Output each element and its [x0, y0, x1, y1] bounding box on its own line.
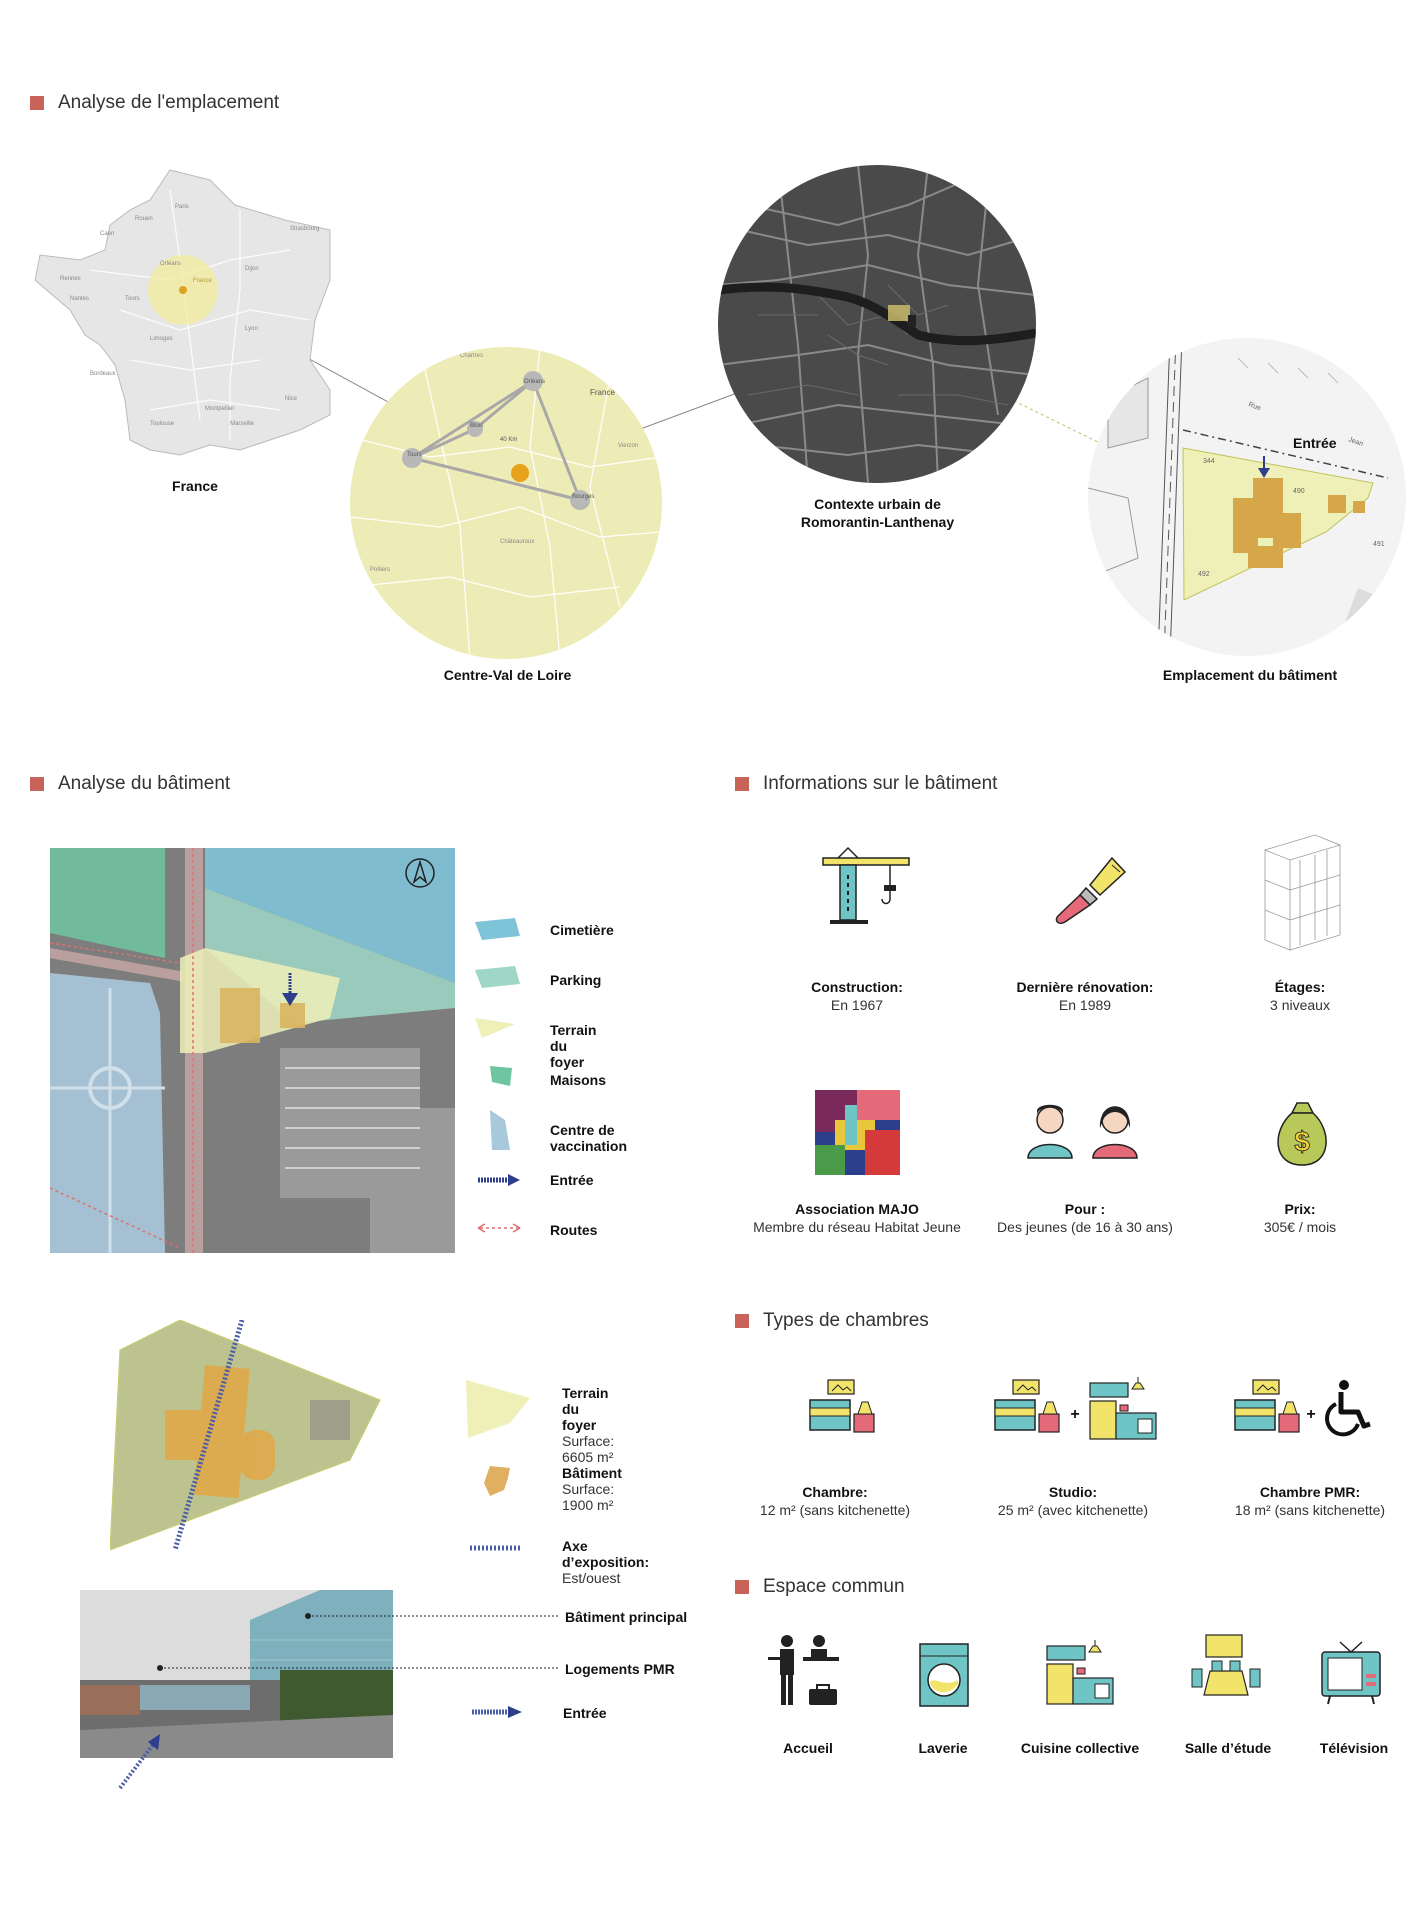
bed-icon [808, 1378, 878, 1438]
section-title-text: Espace commun [763, 1576, 905, 1597]
svg-text:Lyon: Lyon [245, 326, 258, 332]
info-item [970, 978, 1200, 1014]
section-title-informations [735, 773, 997, 795]
info-item [1185, 978, 1415, 1014]
legend-item [550, 1222, 597, 1238]
svg-text:344: 344 [1203, 458, 1215, 465]
legend-item [550, 1022, 596, 1070]
section-bullet [735, 1314, 749, 1328]
svg-text:40 Km: 40 Km [500, 437, 518, 443]
label-urban: Contexte urbain de Romorantin-Lanthenay [800, 496, 955, 530]
info-item [742, 978, 972, 1014]
young-people-icon [1020, 1100, 1145, 1160]
label-france: France [172, 478, 218, 494]
svg-text:Montpellier: Montpellier [205, 406, 235, 412]
section-title-text: Analyse du bâtiment [58, 773, 231, 794]
svg-text:Toulouse: Toulouse [150, 421, 175, 427]
info-item-value: 305€ / mois [1263, 1219, 1337, 1235]
svg-text:Vierzon: Vierzon [618, 443, 639, 449]
svg-text:France: France [193, 278, 212, 284]
wheelchair-icon [1322, 1378, 1377, 1438]
section-title-text: Informations sur le bâtiment [763, 773, 998, 794]
legend-value: Est/ouest [562, 1570, 621, 1586]
legend-item [550, 1072, 606, 1088]
legend-label: Parking [550, 972, 602, 988]
legend-label: Entrée [550, 1172, 594, 1188]
svg-text:Tours: Tours [407, 452, 422, 458]
legend-item [562, 1465, 622, 1513]
common-space-label: Cuisine collective [1020, 1740, 1140, 1756]
info-item [1185, 1200, 1415, 1236]
room-type-title: Studio: [1048, 1484, 1098, 1500]
info-item-title: Association MAJO [795, 1201, 919, 1217]
label-site: Emplacement du bâtiment [1162, 667, 1338, 683]
svg-text:490: 490 [1293, 488, 1305, 495]
info-item [970, 1200, 1200, 1236]
svg-text:Dijon: Dijon [245, 266, 259, 272]
info-item-value: 3 niveaux [1270, 997, 1330, 1013]
svg-text:Bourges: Bourges [572, 494, 595, 500]
room-type [963, 1483, 1183, 1519]
svg-text:492: 492 [1198, 571, 1210, 578]
kitchen-icon [1045, 1638, 1117, 1708]
legend-label: Routes [550, 1222, 598, 1238]
svg-text:Marseille: Marseille [230, 421, 255, 427]
legend-label: Terrain du foyer [562, 1385, 609, 1433]
legend1-swatches [470, 910, 530, 1240]
photo-annotations [110, 1610, 570, 1795]
aerial-map [50, 848, 455, 1253]
common-space-label: Laverie [918, 1740, 968, 1756]
majo-logo-icon [815, 1090, 900, 1175]
crane-icon [820, 845, 920, 925]
legend3-entree: Entrée [563, 1705, 607, 1721]
legend-label: Cimetière [550, 922, 614, 938]
info-item [742, 1200, 972, 1236]
room-type-title: Chambre PMR: [1259, 1484, 1361, 1500]
info-item-title: Dernière rénovation: [1016, 979, 1154, 995]
info-item-value: En 1967 [830, 997, 884, 1013]
svg-text:$: $ [1294, 1126, 1310, 1157]
paintbrush-icon [1050, 850, 1130, 925]
section-title-batiment [30, 773, 230, 795]
common-space-label: Télévision [1319, 1740, 1389, 1756]
legend-label: Centre de vaccination [550, 1122, 628, 1154]
svg-text:Tours: Tours [125, 296, 140, 302]
svg-text:Poitiers: Poitiers [370, 567, 391, 573]
svg-text:Caen: Caen [100, 231, 115, 237]
info-item-title: Construction: [811, 979, 903, 995]
svg-text:France: France [590, 388, 615, 397]
study-room-icon [1190, 1633, 1262, 1708]
washing-machine-icon [918, 1642, 970, 1708]
svg-text:Strasbourg: Strasbourg [290, 226, 320, 232]
section-title-text: Types de chambres [763, 1310, 929, 1331]
television-icon [1320, 1640, 1382, 1708]
info-item-title: Étages: [1274, 979, 1326, 995]
legend-value: Surface: 6605 m² [562, 1433, 615, 1465]
label-region: Centre-Val de Loire [443, 667, 572, 683]
svg-text:Rue: Rue [1247, 401, 1262, 413]
info-item-value: Des jeunes (de 16 à 30 ans) [997, 1219, 1173, 1235]
common-space-label: Salle d’étude [1184, 1740, 1272, 1756]
legend-label: Terrain du foyer [550, 1022, 597, 1070]
legend-item [550, 922, 614, 938]
svg-text:Rouen: Rouen [135, 216, 153, 222]
legend-item [562, 1538, 649, 1586]
floors-icon [1255, 830, 1345, 960]
section-title-text: Analyse de l'emplacement [58, 92, 280, 113]
section-bullet [30, 777, 44, 791]
legend-item [550, 972, 601, 988]
room-type-title: Chambre: [802, 1484, 868, 1500]
svg-text:Rennes: Rennes [60, 276, 81, 282]
svg-text:Orléans: Orléans [160, 261, 182, 267]
legend-label: Axe d’exposition: [562, 1538, 650, 1570]
kitchen-icon [1088, 1375, 1160, 1443]
svg-text:Limoges: Limoges [150, 336, 173, 342]
legend-item [550, 1122, 627, 1154]
info-item-title: Pour : [1064, 1201, 1106, 1217]
svg-text:Blois: Blois [470, 423, 484, 429]
room-type-value: 12 m² (sans kitchenette) [759, 1502, 911, 1518]
urban-context-circle [718, 165, 1036, 483]
svg-text:Entrée: Entrée [1293, 435, 1337, 451]
legend-label: Maisons [550, 1072, 607, 1088]
section-bullet [735, 1580, 749, 1594]
common-space-label: Accueil [783, 1740, 833, 1756]
legend-item [562, 1385, 614, 1465]
legend-label: Bâtiment [562, 1465, 622, 1481]
parcel-plan [110, 1320, 390, 1550]
room-type-value: 25 m² (avec kitchenette) [997, 1502, 1149, 1518]
bed-icon [1233, 1378, 1303, 1438]
plus-sign: + [1070, 1406, 1080, 1423]
section-bullet [735, 777, 749, 791]
site-circle [1088, 338, 1406, 656]
region-circle [350, 347, 662, 659]
legend3-main: Bâtiment principal [565, 1609, 688, 1625]
svg-text:Orléans: Orléans [524, 379, 546, 385]
svg-text:Paris: Paris [175, 204, 189, 210]
legend-item [550, 1172, 594, 1188]
info-item-title: Prix: [1284, 1201, 1316, 1217]
svg-text:Chartres: Chartres [460, 353, 484, 359]
plus-sign: + [1306, 1406, 1316, 1423]
bed-icon [993, 1378, 1063, 1438]
reception-icon [767, 1633, 842, 1708]
info-item-value: En 1989 [1058, 997, 1112, 1013]
room-type-value: 18 m² (sans kitchenette) [1234, 1502, 1386, 1518]
svg-text:491: 491 [1373, 541, 1385, 548]
money-bag-icon [1270, 1095, 1335, 1170]
svg-text:Nice: Nice [285, 396, 298, 402]
svg-text:Châteauroux: Châteauroux [500, 539, 535, 545]
svg-text:Jean: Jean [1347, 436, 1364, 449]
legend3-pmr: Logements PMR [565, 1661, 675, 1677]
section-title-chambres [735, 1310, 929, 1332]
legend2-swatches [460, 1378, 540, 1578]
section-title-commun [735, 1576, 905, 1598]
room-type [1200, 1483, 1420, 1519]
france-map [30, 160, 340, 460]
room-type [725, 1483, 945, 1519]
legend-value: Surface: 1900 m² [562, 1481, 615, 1513]
svg-text:Nantes: Nantes [70, 296, 90, 302]
info-item-value: Membre du réseau Habitat Jeune [753, 1219, 961, 1235]
svg-text:Bordeaux: Bordeaux [90, 371, 116, 377]
